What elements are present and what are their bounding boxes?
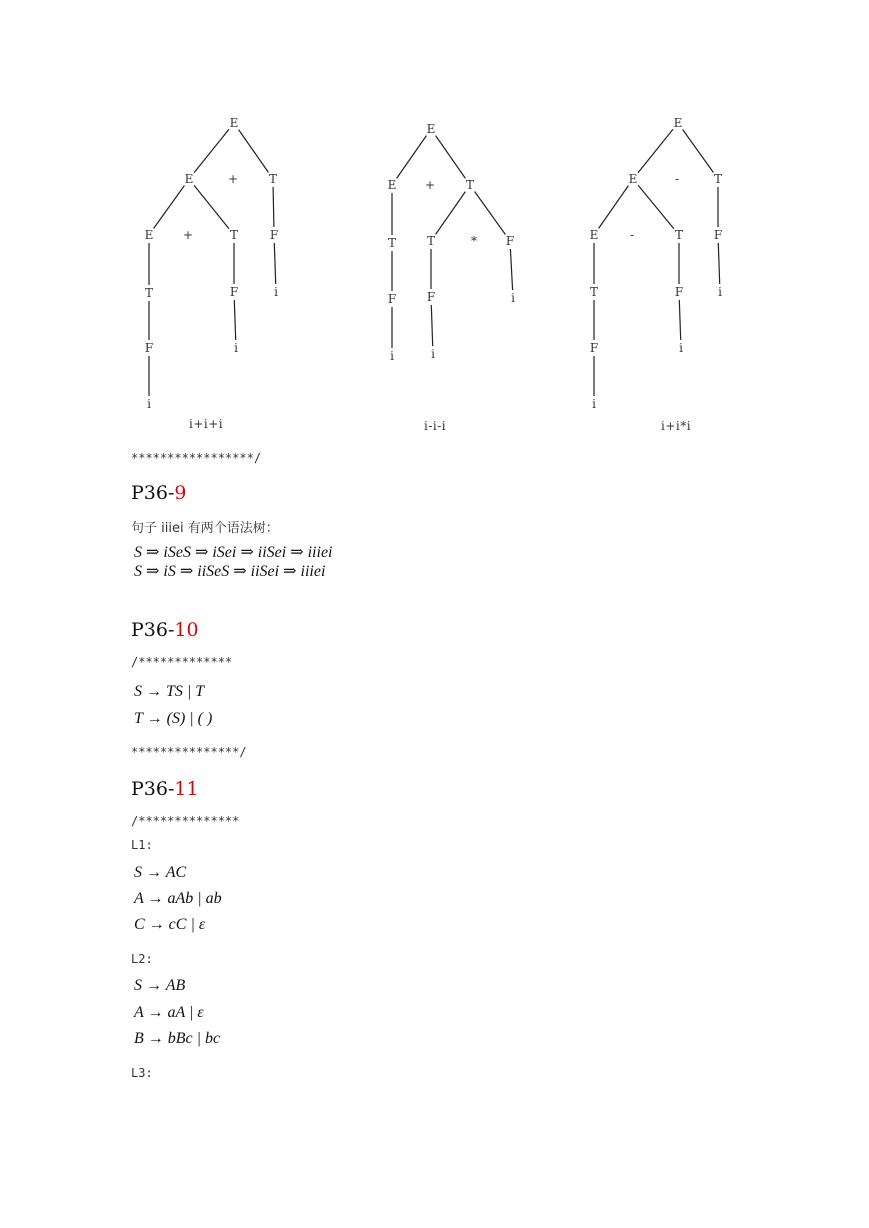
comment-start: /************** bbox=[131, 814, 240, 828]
tree-edge bbox=[436, 192, 466, 235]
heading-number: 10 bbox=[174, 619, 199, 641]
tree-node-T: T bbox=[144, 286, 154, 300]
parse-tree-1 bbox=[145, 116, 279, 411]
tree-edge bbox=[194, 185, 229, 229]
derivation-1: S ⇒ iSeS ⇒ iSei ⇒ iiSei ⇒ iiiei bbox=[134, 544, 333, 561]
tree-node-T: T bbox=[465, 178, 475, 192]
heading-prefix: P36- bbox=[131, 778, 175, 800]
tree-node-E: E bbox=[184, 172, 194, 186]
tree-node-E: E bbox=[229, 116, 239, 130]
tree-node-i: i bbox=[431, 347, 435, 361]
tree-caption-3: i+i*i bbox=[661, 419, 692, 433]
tree-node-T: T bbox=[713, 172, 723, 186]
parse-tree-3 bbox=[590, 116, 723, 411]
heading-number: 11 bbox=[174, 778, 199, 800]
grammar-rule: T → (S) | ( ) bbox=[134, 710, 213, 727]
grammar-rule: A → aA | ε bbox=[134, 1004, 204, 1021]
tree-node-op: + bbox=[424, 178, 436, 192]
tree-edge bbox=[234, 300, 235, 340]
grammar-rule: C → cC | ε bbox=[134, 916, 206, 933]
tree-edge bbox=[397, 136, 427, 179]
tree-node-T: T bbox=[229, 228, 239, 242]
tree-edge bbox=[599, 186, 629, 229]
tree-node-op: * bbox=[471, 234, 477, 248]
tree-node-op: - bbox=[674, 172, 680, 186]
tree-node-F: F bbox=[387, 292, 397, 306]
tree-node-E: E bbox=[426, 122, 436, 136]
section-heading-p36-10 bbox=[131, 619, 199, 641]
tree-node-E: E bbox=[589, 228, 599, 242]
tree-node-i: i bbox=[147, 397, 151, 411]
language-label-l1: L1: bbox=[131, 838, 153, 852]
sentence-text: 句子 iiiei 有两个语法树： bbox=[131, 521, 279, 536]
tree-edge bbox=[274, 243, 275, 284]
language-label-l2: L2: bbox=[131, 952, 153, 966]
tree-edge bbox=[510, 249, 512, 290]
section-heading-p36-9 bbox=[131, 482, 186, 504]
tree-edge bbox=[718, 243, 719, 284]
tree-node-op: + bbox=[227, 172, 239, 186]
tree-node-i: i bbox=[592, 397, 596, 411]
tree-node-T: T bbox=[268, 172, 278, 186]
tree-node-F: F bbox=[269, 228, 279, 242]
comment-end: ***************/ bbox=[131, 745, 247, 759]
heading-number: 9 bbox=[174, 482, 187, 504]
tree-edge bbox=[638, 129, 673, 173]
tree-node-F: F bbox=[505, 234, 515, 248]
grammar-rule: S → TS | T bbox=[134, 683, 205, 700]
tree-node-i: i bbox=[234, 341, 238, 355]
tree-node-T: T bbox=[674, 228, 684, 242]
tree-node-F: F bbox=[674, 285, 684, 299]
grammar-rule: B → bBc | bc bbox=[134, 1030, 221, 1047]
language-label-l3: L3: bbox=[131, 1066, 153, 1080]
comment-end: *****************/ bbox=[131, 451, 262, 465]
tree-node-op: - bbox=[629, 228, 635, 242]
tree-node-op: + bbox=[182, 228, 194, 242]
tree-edge bbox=[679, 300, 680, 340]
tree-node-i: i bbox=[274, 285, 278, 299]
tree-edge bbox=[194, 129, 229, 173]
tree-caption-1: i+i+i bbox=[189, 417, 224, 431]
comment-start: /************* bbox=[131, 655, 233, 669]
tree-node-E: E bbox=[628, 172, 638, 186]
derivation-2: S ⇒ iS ⇒ iiSeS ⇒ iiSei ⇒ iiiei bbox=[134, 563, 326, 580]
tree-edge bbox=[683, 130, 714, 173]
tree-node-T: T bbox=[426, 234, 436, 248]
grammar-rule: A → aAb | ab bbox=[134, 890, 222, 907]
tree-node-E: E bbox=[387, 178, 397, 192]
tree-node-E: E bbox=[673, 116, 683, 130]
tree-node-i: i bbox=[390, 349, 394, 363]
tree-node-F: F bbox=[713, 228, 723, 242]
tree-node-F: F bbox=[426, 290, 436, 304]
tree-edge bbox=[638, 185, 674, 229]
tree-node-i: i bbox=[679, 341, 683, 355]
tree-edge bbox=[273, 187, 274, 227]
heading-prefix: P36- bbox=[131, 482, 175, 504]
tree-node-T: T bbox=[387, 236, 397, 250]
grammar-rule: S → AC bbox=[134, 864, 187, 881]
tree-node-i: i bbox=[718, 285, 722, 299]
tree-node-F: F bbox=[144, 341, 154, 355]
tree-node-i: i bbox=[511, 291, 515, 305]
section-heading-p36-11 bbox=[131, 778, 199, 800]
tree-edge bbox=[239, 130, 269, 173]
tree-node-T: T bbox=[589, 285, 599, 299]
tree-node-E: E bbox=[144, 228, 154, 242]
tree-edge bbox=[431, 305, 432, 346]
tree-node-F: F bbox=[589, 341, 599, 355]
tree-edge bbox=[154, 186, 185, 229]
parse-tree-2 bbox=[388, 122, 515, 363]
parse-trees-figure bbox=[0, 0, 869, 440]
heading-prefix: P36- bbox=[131, 619, 175, 641]
tree-edge bbox=[475, 192, 506, 235]
tree-node-F: F bbox=[229, 285, 239, 299]
tree-edge bbox=[436, 136, 466, 179]
tree-caption-2: i-i-i bbox=[424, 419, 447, 433]
grammar-rule: S → AB bbox=[134, 977, 186, 994]
